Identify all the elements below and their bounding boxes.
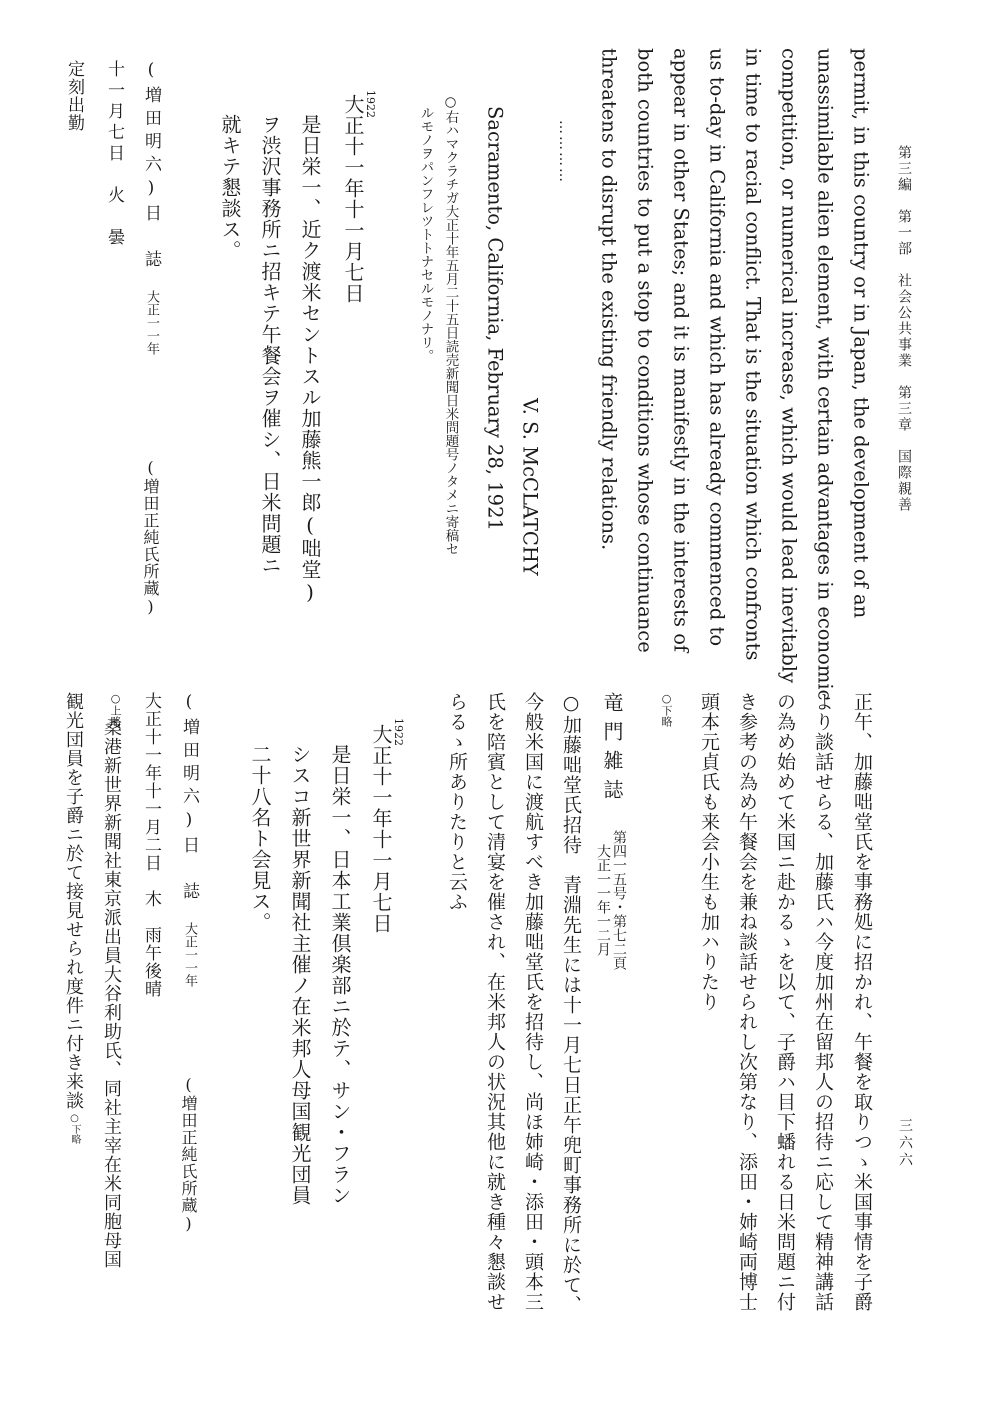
continued-line-1: 正午、加藤咄堂氏を事務処に招かれ、午餐を取りつゝ米国事情を子爵	[851, 692, 873, 1312]
english-line-4: in time to racial conflict. That is the situation which confronts	[741, 48, 765, 661]
diary-1-line-2: ヲ渋沢事務所ニ招キテ午餐会ヲ催シ、日米問題ニ	[258, 114, 282, 576]
source-1-entry-date: 十一月七日 火 曇	[104, 60, 124, 249]
source-2-title: (増田明六)日 誌	[179, 692, 199, 905]
note-line-1: ○右ハマクラチガ大正十年五月二十五日読売新聞日米問題号ノタメニ寄稿セ	[442, 94, 459, 556]
diary-2-line-1: 是日栄一、日本工業倶楽部ニ於テ、サン・フラン	[328, 744, 352, 1206]
source-1-year: 大正一一年	[144, 290, 159, 355]
running-title: 第三編 第一部 社会公共事業 第三章 国際親善	[896, 145, 912, 513]
english-line-1: permit, in this country or in Japan, the development of an	[849, 48, 873, 619]
diary-1-line-3: 就キテ懇談ス。	[218, 114, 242, 261]
diary-2-line-3: 二十八名ト会見ス。	[248, 744, 272, 933]
source-1-owner: (増田正純氏所蔵)	[141, 458, 160, 617]
source-2-owner: (増田正純氏所蔵)	[179, 1075, 198, 1234]
note-line-2: ルモノヲパンフレツトトナセルモノナリ。	[417, 106, 434, 363]
diary-2-line-2: シスコ新世界新聞社主催ノ在米邦人母国観光団員	[288, 744, 312, 1206]
english-line-5: us to-day in California and which has already commenced to	[705, 48, 729, 647]
continued-line-3: の為め始めて米国ニ赴かるゝを以て、子爵ハ目下蟠れる日米問題ニ付	[774, 692, 796, 1312]
english-line-7: both countries to put a stop to conditions whose continuance	[633, 48, 657, 653]
continued-line-4: き参考の為め午餐会を兼ね談話せられし次第なり、添田・姉崎両博士	[736, 692, 758, 1312]
page-number: 三六六	[897, 1118, 913, 1169]
signature: V. S. McCLATCHY	[518, 398, 542, 576]
english-line-8: threatens to disrupt the existing friendly relations.	[597, 48, 621, 551]
place-date: Sacramento, California, February 28, 1921	[483, 106, 507, 531]
ryumon-line-3: 氏を陪賓として清宴を催され、在米邦人の状況其他に就き種々懇談せ	[484, 692, 506, 1312]
diary-1-line-1: 是日栄一、近ク渡米セントスル加藤熊一郎(咄堂)	[298, 114, 322, 605]
ryumon-issue: 第四一五号・第七二頁	[611, 830, 627, 970]
year-number-2: 1922	[392, 718, 405, 746]
diary-2-date: 大正十一年十一月七日	[369, 724, 393, 934]
english-line-6: appear in other States; and it is manifestly in the interests of	[669, 48, 693, 653]
source-2-omit-below: ○下略	[69, 1113, 80, 1144]
diary-1-date: 大正十一年十一月七日	[341, 94, 365, 304]
omit-mark-1: ○下略	[660, 692, 673, 727]
continued-line-5: 頭本元貞氏も来会小生も加ハりたり	[698, 692, 720, 1012]
source-1-entry-text: 定刻出勤	[64, 60, 84, 132]
source-2-omit-above: ○上略	[109, 692, 122, 727]
source-1-title: (増田明六)日 誌	[141, 60, 161, 273]
english-line-3: competition, or numerical increase, which would lead inevitably	[777, 48, 801, 684]
ryumon-title: 竜門雑誌	[600, 692, 624, 808]
continued-line-2: より談話せらる、加藤氏ハ今度加州在留邦人の招待ニ応して精神講話	[812, 692, 834, 1312]
ellipsis: …………	[556, 120, 572, 184]
english-line-2: unassimilable alien element, with certain advantages in economic	[813, 48, 837, 701]
source-2-line-1: 桑港新世界新聞社東京派出員大谷利助氏、同社主宰在米同胞母国	[101, 718, 122, 1269]
ryumon-issue-date: 大正一一年一二月	[595, 844, 611, 956]
source-2-year: 大正一一年	[182, 922, 197, 987]
source-2-entry-date: 大正十一年十一月二日 木 雨午後晴	[141, 692, 161, 998]
year-number-1: 1922	[364, 90, 377, 118]
ryumon-line-4: らるゝ所ありたりと云ふ	[446, 692, 468, 912]
ryumon-line-1: ○加藤咄堂氏招待 青淵先生には十一月七日正午兜町事務所に於て、	[560, 692, 582, 1315]
ryumon-line-2: 今般米国に渡航すべき加藤咄堂氏を招待し、尚ほ姉崎・添田・頭本三	[522, 692, 544, 1312]
source-2-line-2: 観光団員を子爵ニ於て接見せられ度件ニ付き来談	[63, 692, 84, 1110]
